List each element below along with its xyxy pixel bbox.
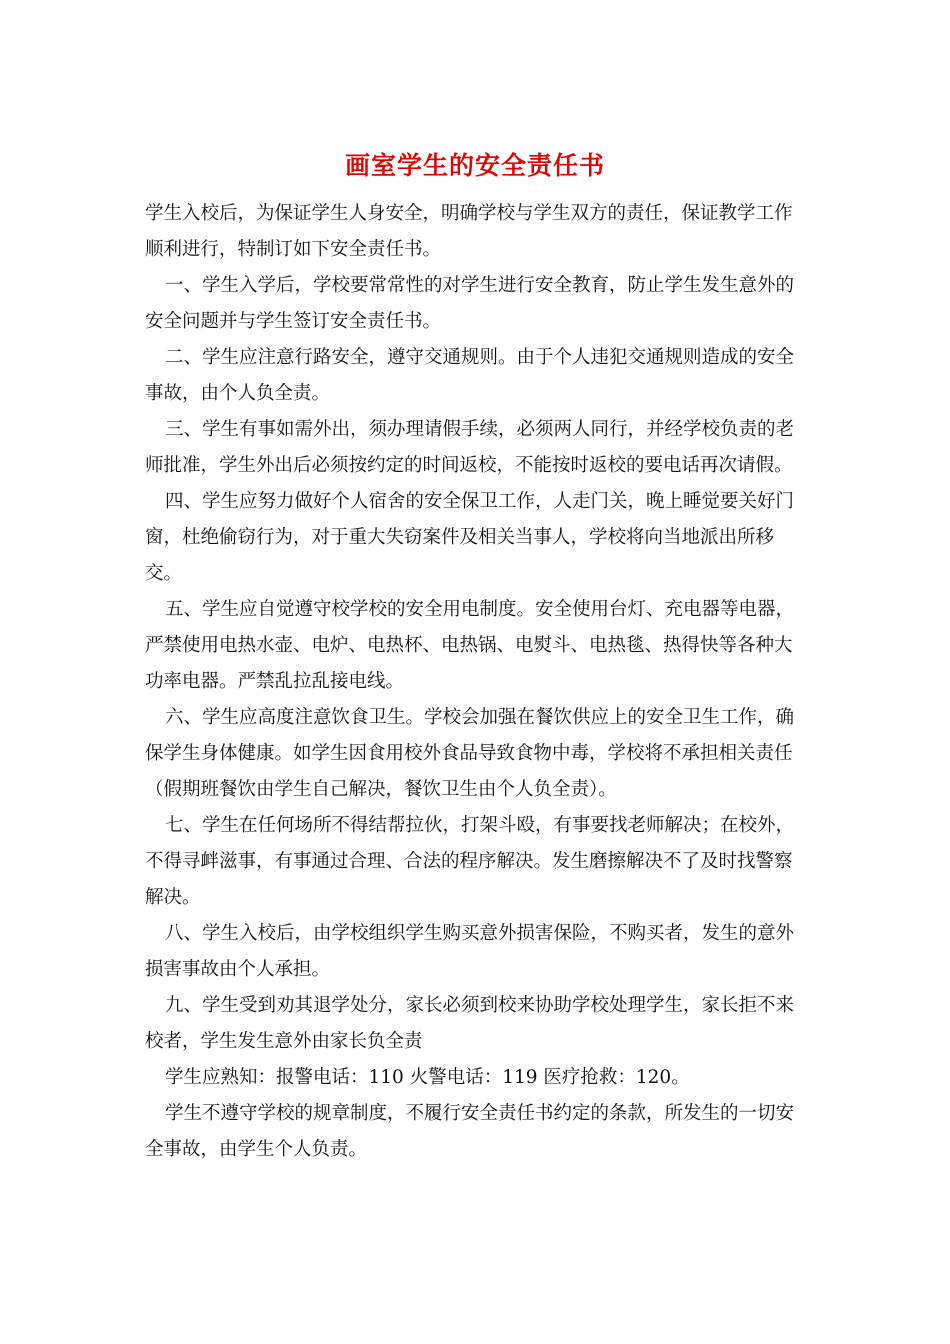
paragraph: 学生入校后，为保证学生人身安全，明确学校与学生双方的责任，保证教学工作顺利进行，特制订如下安全责任书。 bbox=[145, 203, 793, 260]
paragraph: 学生应熟知：报警电话：110 火警电话：119 医疗抢救：120。 bbox=[165, 1067, 690, 1088]
paragraph: 三、学生有事如需外出，须办理请假手续，必须两人同行，并经学校负责的老师批准，学生外出后必须按约定的时间返校，不能按时返校的要电话再次请假。 bbox=[145, 419, 795, 476]
paragraph: 二、学生应注意行路安全，遵守交通规则。由于个人违犯交通规则造成的安全事故，由个人负全责。 bbox=[145, 347, 795, 404]
paragraph: 六、学生应高度注意饮食卫生。学校会加强在餐饮供应上的安全卫生工作，确保学生身体健康。如学生因食用校外食品导致食物中毒，学校将不承担相关责任（假期班餐饮由学生自己解决，餐饮卫生由个人负全责）。 bbox=[145, 707, 795, 800]
document-title: 画室学生的安全责任书 bbox=[344, 151, 605, 180]
paragraph: 一、学生入学后，学校要常常性的对学生进行安全教育，防止学生发生意外的安全问题并与学生签订安全责任书。 bbox=[145, 275, 795, 332]
paragraph: 五、学生应自觉遵守校学校的安全用电制度。安全使用台灯、充电器等电器，严禁使用电热水壶、电炉、电热杯、电热锅、电熨斗、电热毯、热得快等各种大功率电器。严禁乱拉乱接电线。 bbox=[145, 599, 795, 692]
paragraph: 学生不遵守学校的规章制度，不履行安全责任书约定的条款，所发生的一切安全事故，由学生个人负责。 bbox=[145, 1103, 795, 1160]
paragraph: 九、学生受到劝其退学处分，家长必须到校来协助学校处理学生，家长拒不来校者，学生发生意外由家长负全责 bbox=[145, 995, 795, 1052]
document-body bbox=[145, 196, 805, 1168]
paragraph: 四、学生应努力做好个人宿舍的安全保卫工作，人走门关，晚上睡觉要关好门窗，杜绝偷窃行为，对于重大失窃案件及相关当事人，学校将向当地派出所移交。 bbox=[145, 491, 795, 584]
paragraph: 八、学生入校后，由学校组织学生购买意外损害保险，不购买者，发生的意外损害事故由个人承担。 bbox=[145, 923, 795, 980]
paragraph: 七、学生在任何场所不得结帮拉伙，打架斗殴，有事要找老师解决；在校外，不得寻衅滋事，有事通过合理、合法的程序解决。发生磨擦解决不了及时找警察解决。 bbox=[145, 815, 795, 908]
